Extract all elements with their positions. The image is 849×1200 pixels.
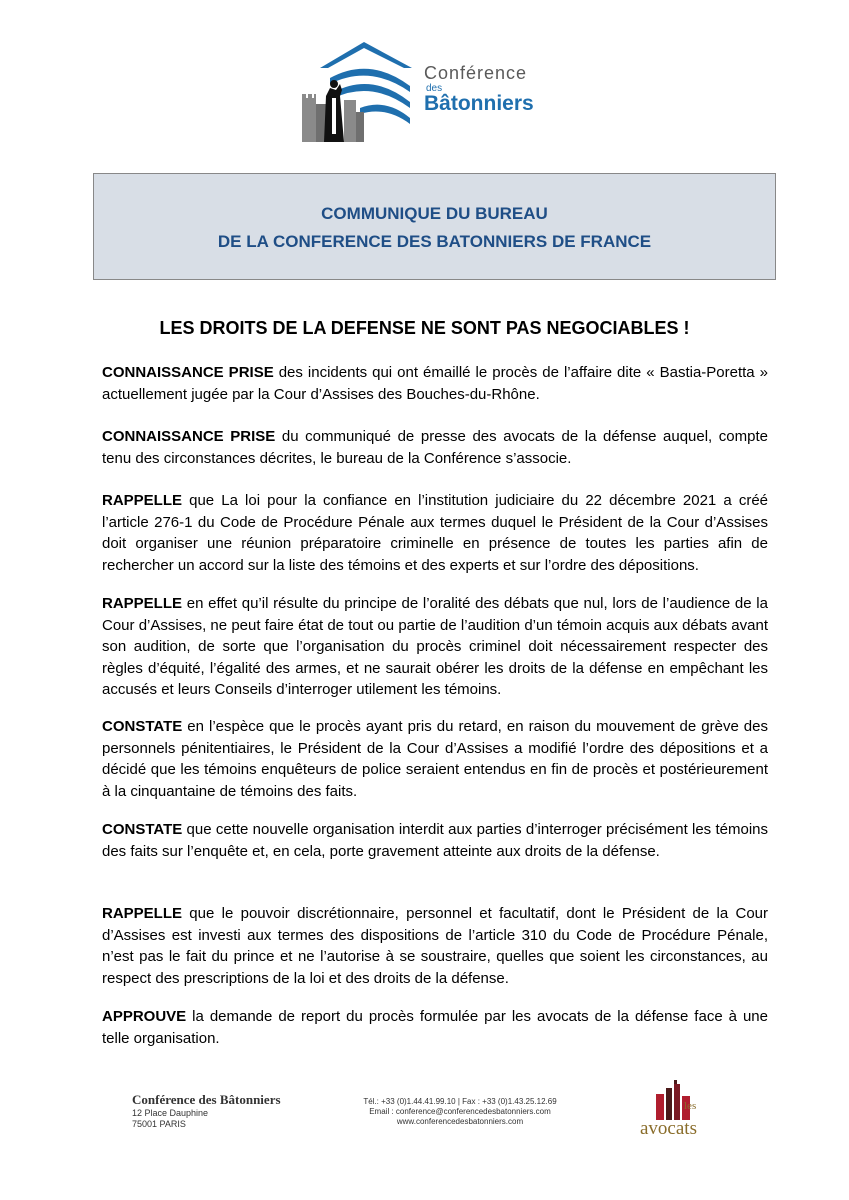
paragraph-text: en effet qu’il résulte du principe de l’oralité des débats que nul, lors de l’audience de la Cour d’Assises, ne peut faire état de tout ou partie de l’audition d’un témoin acquis aux débats avant son audition, de sorte que l’organisation du procès criminel doit nécessairement respecter des règles d’équité, l’égalité des armes, et ne saurait obérer les droits de la défense en empêchant les accusés et leurs Conseils d’interroger utilement les témoins. bbox=[102, 595, 768, 698]
paragraph-text: la demande de report du procès formulée par les avocats de la défense face à une telle organisation. bbox=[102, 1008, 768, 1047]
paragraph-lead: RAPPELLE bbox=[102, 905, 183, 922]
paragraph-text: que le pouvoir discrétionnaire, personnel et facultatif, dont le Président de la Cour d’Assises est investi aux termes des dispositions de l’article 310 du Code de Procédure Pénale, n’est pas le fait du prince et ne l’autorise à se soustraire, quelles que soient les circonstances, au respect des prescriptions de la loi et des droits de la défense. bbox=[102, 905, 768, 987]
paragraph-lead: CONSTATE bbox=[102, 718, 183, 735]
document-title: LES DROITS DE LA DEFENSE NE SONT PAS NEGOCIABLES ! bbox=[159, 318, 690, 338]
paragraph bbox=[102, 362, 768, 405]
les-avocats-logo bbox=[640, 1078, 720, 1140]
footer-email[interactable]: Email : conference@conferencedesbatonniers.com bbox=[369, 1107, 551, 1116]
paragraph bbox=[102, 819, 768, 862]
conference-logo bbox=[300, 38, 570, 150]
footer-contact-block bbox=[350, 1097, 570, 1127]
footer-website[interactable]: www.conferencedesbatonniers.com bbox=[396, 1117, 524, 1126]
paragraph-text: du communiqué de presse des avocats de la défense auquel, compte tenu des circonstances décrites, le bureau de la Conférence s’associe. bbox=[102, 428, 768, 467]
communique-header-box bbox=[93, 173, 776, 280]
paragraph-text: des incidents qui ont émaillé le procès de l’affaire dite « Bastia-Poretta » actuellement jugée par la Cour d’Assises des Bouches-du-Rhône. bbox=[102, 364, 768, 403]
logo-wordmark bbox=[424, 64, 534, 114]
paragraph-lead: CONSTATE bbox=[102, 821, 183, 838]
logo-line-conference: Conférence bbox=[424, 63, 528, 83]
paragraph-lead: CONNAISSANCE PRISE bbox=[102, 364, 274, 381]
paragraph-text: que cette nouvelle organisation interdit aux parties d’interroger précisément les témoins des faits sur l’enquête et, en cela, porte gravement atteinte aux droits de la défense. bbox=[102, 821, 768, 860]
footer-org-name: Conférence des Bâtonniers bbox=[132, 1092, 281, 1107]
paragraph-text: en l’espèce que le procès ayant pris du retard, en raison du mouvement de grève des personnels pénitentiaires, le Président de la Cour d’Assises a modifié l’ordre des dépositions et a décidé que les témoins enquêteurs de police seraient entendus en fin de procès et postérieurement à la cinquantaine de témoins des faits. bbox=[102, 718, 768, 800]
header-line-2: DE LA CONFERENCE DES BATONNIERS DE FRANCE bbox=[217, 232, 652, 251]
paragraph bbox=[102, 1006, 768, 1049]
les-avocats-word: avocats bbox=[640, 1118, 697, 1139]
paragraph-text: que La loi pour la confiance en l’institution judiciaire du 22 décembre 2021 a créé l’article 276-1 du Code de Procédure Pénale aux termes duquel le Président de la Cour d’Assises doit organiser une réunion préparatoire criminelle en présence de toutes les parties afin de rechercher un accord sur la liste des témoins et des experts et sur l’ordre des dépositions. bbox=[102, 492, 768, 574]
footer-address-block bbox=[132, 1092, 281, 1130]
footer-phone-fax: Tél.: +33 (0)1.44.41.99.10 | Fax : +33 (0)1.43.25.12.69 bbox=[363, 1097, 557, 1106]
logo-line-des: des bbox=[426, 83, 443, 94]
conference-emblem-icon bbox=[300, 38, 430, 150]
paragraph-lead: APPROUVE bbox=[102, 1008, 187, 1025]
paragraph bbox=[102, 426, 768, 469]
logo-line-batonniers: Bâtonniers bbox=[424, 92, 534, 115]
paragraph-lead: CONNAISSANCE PRISE bbox=[102, 428, 276, 445]
paragraph bbox=[102, 716, 768, 802]
paragraph bbox=[102, 903, 768, 989]
header-line-1: COMMUNIQUE DU BUREAU bbox=[321, 204, 548, 223]
les-avocats-les: les bbox=[684, 1100, 697, 1112]
paragraph bbox=[102, 593, 768, 701]
footer-address-line-1: 12 Place Dauphine bbox=[132, 1108, 209, 1118]
paragraph-lead: RAPPELLE bbox=[102, 492, 183, 509]
paragraph-lead: RAPPELLE bbox=[102, 595, 183, 612]
footer-address-line-2: 75001 PARIS bbox=[132, 1119, 186, 1129]
paragraph bbox=[102, 490, 768, 576]
